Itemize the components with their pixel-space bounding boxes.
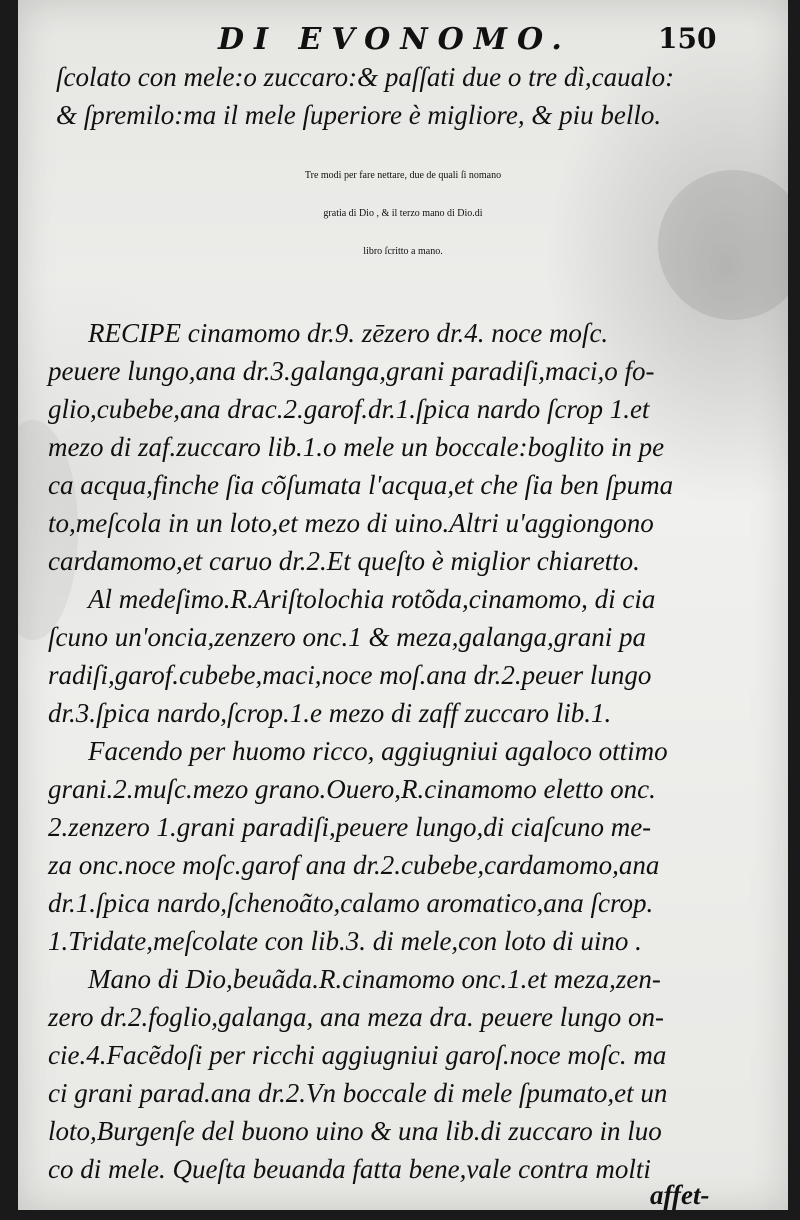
text-line: zero dr.2.foglio,galanga, ana meza dra. peuere lungo on- <box>48 1002 664 1032</box>
text-line: peuere lungo,ana dr.3.galanga,grani paradiſi,maci,o fo- <box>48 356 655 386</box>
text-line: radiſi,garof.cubebe,maci,noce moſ.ana dr.2.peuer lungo <box>48 660 652 690</box>
running-head: DI EVONOMO. <box>218 22 572 57</box>
text-line: cardamomo,et caruo dr.2.Et queſto è miglior chiaretto. <box>48 546 640 576</box>
section-heading-line: gratia di Dio , & il terzo mano di Dio.di <box>323 208 483 219</box>
text-line: Facendo per huomo ricco, aggiugniui agaloco ottimo <box>88 736 668 766</box>
text-line: ci grani parad.ana dr.2.Vn boccale di mele ſpumato,et un <box>48 1078 668 1108</box>
text-line: ſcuno un'oncia,zenzero onc.1 & meza,galanga,grani pa <box>48 622 646 652</box>
text-line: Al medeſimo.R.Ariſtolochia rotõda,cinamomo, di cia <box>88 584 656 614</box>
text-line: loto,Burgenſe del buono uino & una lib.di zuccaro in luo <box>48 1116 662 1146</box>
text-line: to,meſcola in un loto,et mezo di uino.Altri u'aggiongono <box>48 508 654 538</box>
text-line: 1.Tridate,meſcolate con lib.3. di mele,con loto di uino . <box>48 926 642 956</box>
text-line: & ſpremilo:ma il mele ſuperiore è migliore, & piu bello. <box>56 100 662 130</box>
text-line: cie.4.Facẽdoſi per ricchi aggiugniui garoſ.noce moſc. ma <box>48 1040 667 1070</box>
text-line: dr.3.ſpica nardo,ſcrop.1.e mezo di zaff zuccaro lib.1. <box>48 698 612 728</box>
text-line: Mano di Dio,beuãda.R.cinamomo onc.1.et meza,zen- <box>88 964 661 994</box>
catchword: affet- <box>650 1180 710 1210</box>
text-line: RECIPE cinamomo dr.9. zēzero dr.4. noce moſc. <box>88 318 609 348</box>
text-line: mezo di zaf.zuccaro lib.1.o mele un boccale:boglito in pe <box>48 432 665 462</box>
text-line: grani.2.muſc.mezo grano.Ouero,R.cinamomo eletto onc. <box>48 774 656 804</box>
text-line: ca acqua,finche ſia cõſumata l'acqua,et che ſia ben ſpuma <box>48 470 674 500</box>
text-line: 2.zenzero 1.grani paradiſi,peuere lungo,di ciaſcuno me- <box>48 812 652 842</box>
section-heading-line: Tre modi per fare nettare, due de quali ſi nomano <box>304 170 502 181</box>
text-line: za onc.noce moſc.garof ana dr.2.cubebe,cardamomo,ana <box>48 850 660 880</box>
text-line: ſcolato con mele:o zuccaro:& paſſati due o tre dì,caualo: <box>56 62 675 92</box>
section-heading-line: libro ſcritto a mano. <box>363 246 443 257</box>
water-stain <box>658 170 788 320</box>
text-line: glio,cubebe,ana drac.2.garof.dr.1.ſpica nardo ſcrop 1.et <box>48 394 650 424</box>
text-line: co di mele. Queſta beuanda fatta bene,vale contra molti <box>48 1154 651 1184</box>
page-number: 150 <box>658 22 717 55</box>
text-line: dr.1.ſpica nardo,ſchenoãto,calamo aromatico,ana ſcrop. <box>48 888 654 918</box>
book-page <box>18 0 788 1210</box>
